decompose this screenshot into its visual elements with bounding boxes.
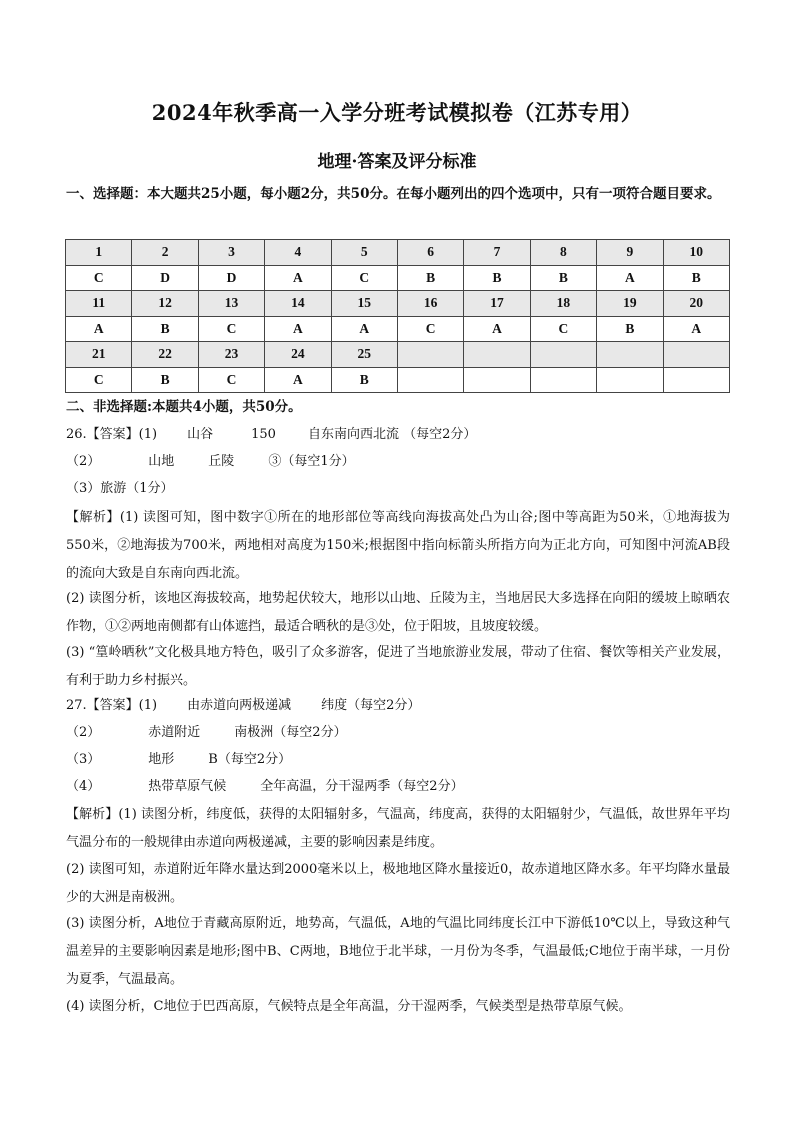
answer-cell: C [198,367,264,393]
q26-answer-line-1 [66,421,730,449]
question-number-cell: 7 [464,240,530,266]
answer-letter-row [66,367,730,393]
q27-explanation-3: (3) 读图分析，A地位于青藏高原附近，地势高，气温低，A地的气温比同纬度长江中下游低10℃以上，导致这种气温差异的主要影响因素是地形;图中B、C两地，B地位于北半球，一月份为冬季，气温最低;C地位于南半球，一月份为夏季，气温最高。 [66,916,730,987]
q27-answer-3b: B（每空2分） [208,752,292,767]
question-number-cell [663,342,729,368]
q27-answer-line-2 [66,719,730,747]
question-number-cell [397,342,463,368]
answer-cell [597,367,663,393]
question-number-cell [464,342,530,368]
question-number-cell: 12 [132,291,198,317]
q27-answer-2a: 赤道附近 [148,725,201,740]
q26-explanation-1: 【解析】(1) 读图可知，图中数字①所在的地形部位等高线向海拔高处凸为山谷;图中等高距为50米，①地海拔为550米，②地海拔为700米，两地相对高度为150米;根据图中指向标箭头所指方向为正北方向，可知图中河流AB段的流向大致是自东南向西北流。 [66,510,730,581]
q27-answer-4a: 热带草原气候 [148,779,227,794]
answer-cell: C [331,265,397,291]
question-number-cell: 22 [132,342,198,368]
answer-cell: A [663,316,729,342]
question-number-cell: 24 [265,342,331,368]
question-number-cell: 1 [66,240,132,266]
q27-answer-1a: 由赤道向两极递减 [187,698,292,713]
question-number-cell: 8 [530,240,596,266]
answer-cell: B [464,265,530,291]
question-number-cell: 9 [597,240,663,266]
q26-answer-line-3: （3）旅游（1分） [66,481,174,496]
question-number-cell: 16 [397,291,463,317]
q27-answer-2b: 南极洲（每空2分） [234,725,347,740]
question-number-row [66,240,730,266]
section-2-heading: 二、非选择题:本题共4小题，共50分。 [66,399,302,415]
question-number-cell: 3 [198,240,264,266]
question-number-cell: 19 [597,291,663,317]
answer-cell: B [397,265,463,291]
question-number-cell [597,342,663,368]
answer-letter-row [66,265,730,291]
question-number-cell: 11 [66,291,132,317]
answer-cell: B [663,265,729,291]
question-number-cell: 23 [198,342,264,368]
answer-cell [464,367,530,393]
answer-cell: B [331,367,397,393]
section-1-heading: 一、选择题：本大题共25小题，每小题2分，共50分。在每小题列出的四个选项中，只有一项符合题目要求。 [66,186,721,202]
q27-answer-1b: 纬度（每空2分） [321,698,421,713]
q26-answer-1a: 山谷 [187,427,214,442]
q27-answer-4b: 全年高温，分干湿两季（每空2分） [260,779,464,794]
answer-cell: D [198,265,264,291]
question-number-cell: 21 [66,342,132,368]
answer-letter-row [66,316,730,342]
answer-cell [530,367,596,393]
answer-table [65,239,730,393]
answer-cell: A [265,265,331,291]
question-number-cell: 4 [265,240,331,266]
q26-answer-1b: 150 [251,427,276,442]
question-number-row [66,342,730,368]
question-number-cell: 5 [331,240,397,266]
answer-cell: D [132,265,198,291]
q27-answer-line-3 [66,746,730,774]
answer-cell: C [66,367,132,393]
q26-answer-2b: 丘陵 [208,454,235,469]
answer-cell: A [265,367,331,393]
q27-answer-2-label: （2） [66,725,101,740]
answer-cell: B [132,316,198,342]
question-number-cell: 14 [265,291,331,317]
q27-answer-line-1 [66,692,730,720]
question-number-cell: 15 [331,291,397,317]
page-title: 2024年秋季高一入学分班考试模拟卷（江苏专用） [151,100,643,125]
q26-answer-2c: ③（每空1分） [268,454,355,469]
page-subtitle: 地理·答案及评分标准 [317,152,477,172]
question-number-cell: 13 [198,291,264,317]
q27-explanation-2: (2) 读图可知，赤道附近年降水量达到2000毫米以上，极地地区降水量接近0，故赤道地区降水多。年平均降水量最少的大洲是南极洲。 [66,862,730,905]
question-number-cell: 18 [530,291,596,317]
question-number-cell: 10 [663,240,729,266]
question-number-cell: 25 [331,342,397,368]
question-number-cell: 17 [464,291,530,317]
q27-answer-label: 27.【答案】(1) [66,698,158,713]
question-number-cell: 6 [397,240,463,266]
question-number-row [66,291,730,317]
question-number-cell: 2 [132,240,198,266]
q27-answer-3-label: （3） [66,752,101,767]
q27-answer-line-4 [66,773,730,801]
q26-answer-1c: 自东南向西北流 （每空2分） [307,427,477,442]
answer-cell [663,367,729,393]
answer-cell: C [530,316,596,342]
q26-answer-label: 26.【答案】(1) [66,427,158,442]
q26-answer-2a: 山地 [148,454,175,469]
question-number-cell [530,342,596,368]
q26-answer-2-label: （2） [66,454,101,469]
q27-answer-4-label: （4） [66,779,101,794]
q26-explanation-3: (3) “篁岭晒秋”文化极具地方特色，吸引了众多游客，促进了当地旅游业发展，带动了住宿、餐饮等相关产业发展，有利于助力乡村振兴。 [66,645,730,688]
answer-cell: C [198,316,264,342]
answer-cell: A [331,316,397,342]
answer-cell: A [597,265,663,291]
answer-cell: B [132,367,198,393]
q26-answer-line-2 [66,448,730,476]
q27-answer-3a: 地形 [148,752,175,767]
answer-cell: A [464,316,530,342]
answer-cell: C [397,316,463,342]
answer-cell: B [530,265,596,291]
answer-cell: B [597,316,663,342]
answer-cell: A [265,316,331,342]
answer-cell: A [66,316,132,342]
q26-explanation-2: (2) 读图分析，该地区海拔较高，地势起伏较大，地形以山地、丘陵为主，当地居民大多选择在向阳的缓坡上晾晒农作物，①②两地南侧都有山体遮挡，最适合晒秋的是③处，位于阳坡，且坡度较缓。 [66,591,730,634]
answer-cell: C [66,265,132,291]
q27-explanation-1: 【解析】(1) 读图分析，纬度低，获得的太阳辐射多，气温高，纬度高，获得的太阳辐射少，气温低，故世界年平均气温分布的一般规律由赤道向两极递减，主要的影响因素是纬度。 [66,807,730,850]
answer-cell [397,367,463,393]
q27-explanation-4: (4) 读图分析，C地位于巴西高原，气候特点是全年高温，分干湿两季，气候类型是热带草原气候。 [66,999,632,1014]
question-number-cell: 20 [663,291,729,317]
